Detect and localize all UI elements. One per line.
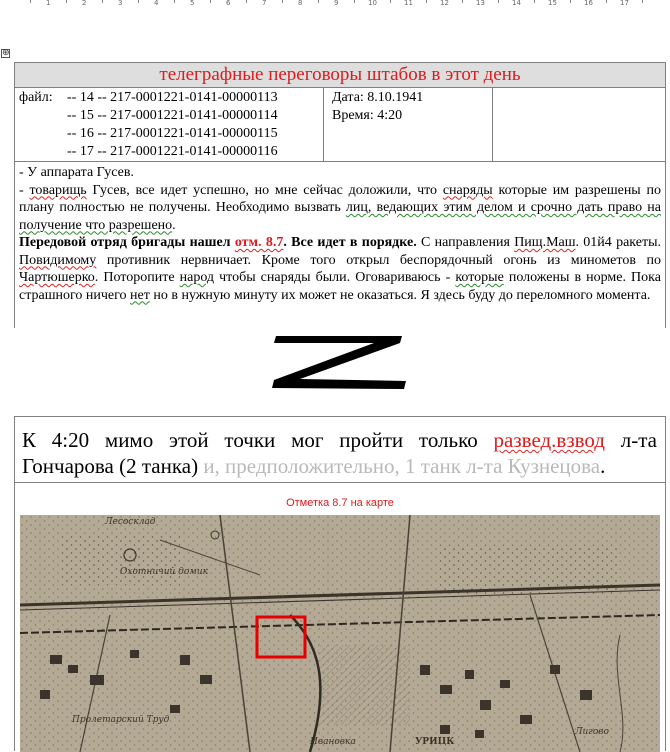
- table-move-handle-icon[interactable]: ⊕: [2, 48, 10, 58]
- report-paragraph: Передовой отряд бригады нашел отм. 8.7. Все идет в порядке. С направления Пищ.Маш. 01й4 ракеты. Повидимому противник нервничает. Кроме того открыл беспорядочный огонь из минометов по Чартюшерко. Поторопите народ чтобы снаряды были. Оговариваюсь - которые положены в норме. Пока страшного ничего нет но в нужную минуту их может не оказаться. Я здесь буду до переломного момента.: [19, 235, 661, 303]
- map-place-label: Ивановка: [310, 737, 356, 747]
- report-title: телеграфные переговоры штабов в этот день: [14, 62, 666, 88]
- misspelled-word: Пищ.Маш: [514, 235, 576, 250]
- report-time: Время: 4:20: [332, 108, 403, 123]
- misspelled-word: снаряды: [442, 182, 493, 198]
- ruler-number: 15: [548, 0, 557, 7]
- ruler-number: 11: [404, 0, 413, 7]
- historical-map: [20, 515, 660, 752]
- file-ref: -- 15 -- 217-0001221-0141-00000114: [67, 108, 278, 123]
- report-line: - У аппарата Гусев.: [19, 165, 134, 180]
- mark-reference: отм. 8.7: [234, 235, 284, 250]
- ruler-number: 9: [334, 0, 339, 7]
- recon-platoon-link: развед.взвод: [493, 428, 605, 452]
- misspelled-word: Повидимому: [19, 252, 97, 268]
- map-place-label: Лигово: [575, 727, 609, 737]
- ruler-number: 2: [82, 0, 87, 7]
- ruler-number: 8: [298, 0, 303, 7]
- ruler-number: 6: [226, 0, 231, 7]
- report-paragraph: - товарищь Гусев, все идет успешно, но мне сейчас доложили, что снаряды которые им разрешены по плану полностью не получены. Необходимо вызвать лиц, ведающих этим делом и срочно дать право на получение что разрешено.: [19, 182, 661, 233]
- ruler-number: 4: [154, 0, 159, 7]
- ruler-number: 14: [512, 0, 521, 7]
- ruler-number: 12: [440, 0, 449, 7]
- muted-note: и, предположительно, 1 танк л-та Кузнецова: [198, 454, 601, 478]
- grammar-flag: которые: [455, 270, 504, 285]
- ruler-number: 3: [118, 0, 123, 7]
- ruler-number: 10: [368, 0, 377, 7]
- map-place-label: УРИЦК: [415, 737, 455, 747]
- grammar-flag: нет: [130, 287, 150, 303]
- ruler-number: 17: [620, 0, 629, 7]
- horizontal-ruler[interactable]: [0, 0, 670, 14]
- file-ref: -- 14 -- 217-0001221-0141-00000113: [67, 90, 278, 105]
- route-note: К 4:20 мимо этой точки мог пройти только развед.взвод л-та Гончарова (2 танка) и, предположительно, 1 танк л-та Кузнецова.: [15, 417, 665, 483]
- report-body: [14, 161, 666, 328]
- grammar-flag: лиц, ведающих этим делом и срочно дать право на получение что разрешено: [19, 200, 661, 233]
- z-separator-mark: [262, 334, 412, 390]
- file-ref: -- 16 -- 217-0001221-0141-00000115: [67, 126, 278, 141]
- ruler-number: 1: [46, 0, 51, 7]
- map-caption: Отметка 8.7 на карте: [286, 497, 394, 509]
- file-label: файл:: [19, 90, 53, 105]
- ruler-number: 5: [190, 0, 195, 7]
- map-note-table: [14, 416, 666, 751]
- misspelled-word: товарищь: [29, 182, 87, 198]
- telegraph-report-table: [14, 62, 666, 328]
- ruler-number: 7: [262, 0, 267, 7]
- report-date: Дата: 8.10.1941: [332, 90, 424, 105]
- map-place-label: Охотничий домик: [120, 567, 208, 577]
- misspelled-word: Чартюшерко: [19, 270, 95, 285]
- file-ref: -- 17 -- 217-0001221-0141-00000116: [67, 144, 278, 159]
- grammar-flag: народ: [179, 270, 215, 285]
- map-place-label: Пролетарский Труд: [72, 715, 170, 725]
- ruler-number: 13: [476, 0, 485, 7]
- ruler-number: 16: [584, 0, 593, 7]
- map-place-label: Лесосклад: [105, 517, 156, 527]
